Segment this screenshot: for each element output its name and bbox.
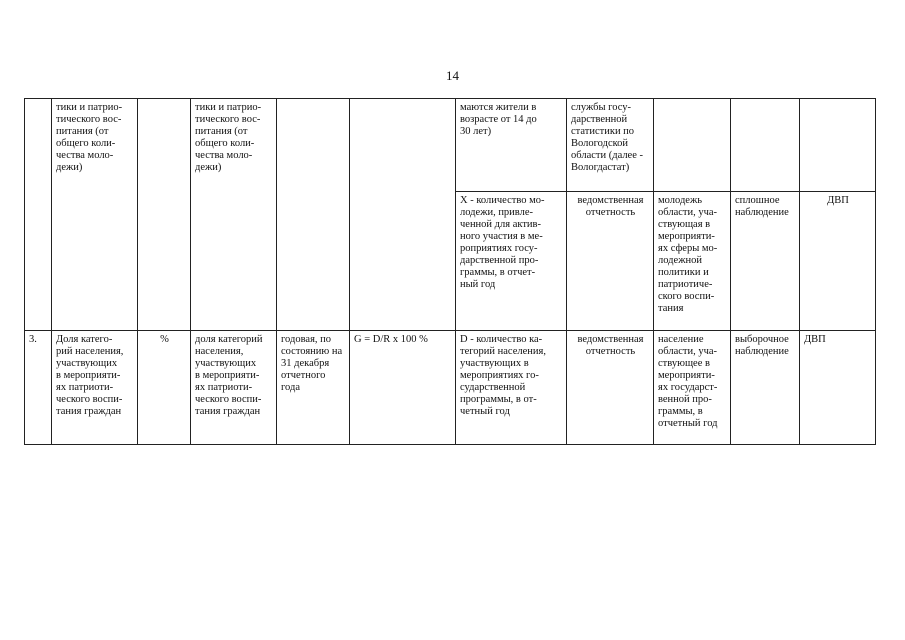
cell-definition: доля категорий населения, участвующих в мероприяти- ях патриоти- ческого воспи- тания граждан — [191, 331, 277, 445]
cell-unit — [138, 99, 191, 331]
cell-indicator-name: Доля катего- рий населения, участвующих в мероприяти- ях патриоти- ческого воспи- тания граждан — [52, 331, 138, 445]
cell-population: молодежь области, уча- ствующая в мероприяти- ях сферы мо- лодежной политики и патриотиче- ского воспи- тания — [654, 192, 731, 331]
cell-data-source: службы госу- дарственной статистики по Вологодской области (далее - Вологдастат) — [567, 99, 654, 192]
cell-responsible — [800, 99, 876, 192]
cell-method: сплошное наблюдение — [731, 192, 800, 331]
cell-base-indicator: D - количество ка- тегорий населения, участвующих в мероприятиях го- сударственной программы, в от- четный год — [456, 331, 567, 445]
table-row — [25, 331, 876, 445]
indicators-table — [24, 98, 876, 445]
cell-num: 3. — [25, 331, 52, 445]
cell-periodicity: годовая, по состоянию на 31 декабря отчетного года — [277, 331, 350, 445]
cell-formula: G = D/R x 100 % — [350, 331, 456, 445]
table-row — [25, 99, 876, 192]
cell-method: выборочное наблюдение — [731, 331, 800, 445]
cell-periodicity — [277, 99, 350, 331]
cell-indicator-name: тики и патрио- тического вос- питания (от общего коли- чества моло- дежи) — [52, 99, 138, 331]
cell-formula — [350, 99, 456, 331]
cell-num — [25, 99, 52, 331]
cell-base-indicator: маются жители в возрасте от 14 до 30 лет) — [456, 99, 567, 192]
cell-unit: % — [138, 331, 191, 445]
cell-responsible: ДВП — [800, 331, 876, 445]
cell-population — [654, 99, 731, 192]
cell-responsible: ДВП — [800, 192, 876, 331]
page-number: 14 — [446, 68, 459, 83]
cell-base-indicator: X - количество мо- лодежи, привле- ченной для актив- ного участия в ме- роприятиях госу- дарственной про- граммы, в отчет- ный год — [456, 192, 567, 331]
cell-data-source: ведомственная отчетность — [567, 331, 654, 445]
cell-method — [731, 99, 800, 192]
cell-data-source: ведомственная отчетность — [567, 192, 654, 331]
cell-definition: тики и патрио- тического вос- питания (от общего коли- чества моло- дежи) — [191, 99, 277, 331]
cell-population: население области, уча- ствующее в мероприяти- ях государст- венной про- граммы, в отчетный год — [654, 331, 731, 445]
